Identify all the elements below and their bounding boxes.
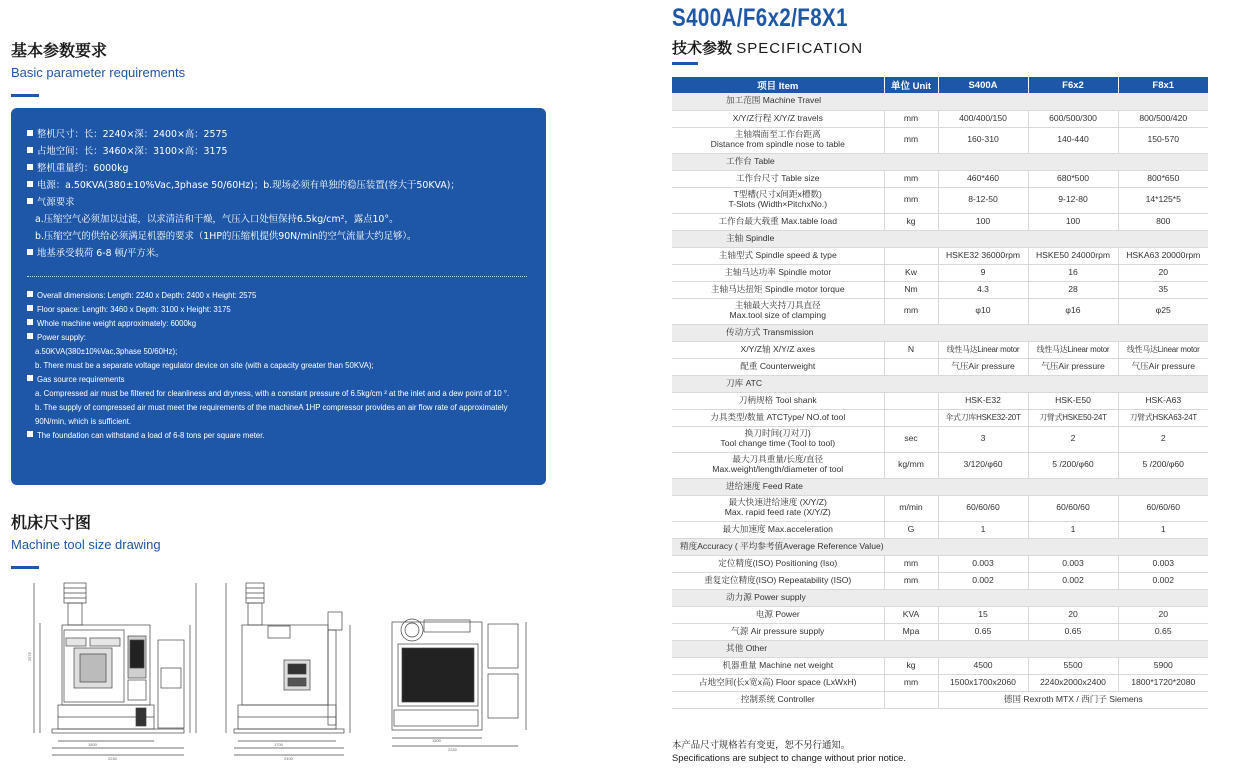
spec-section-row <box>672 538 1208 555</box>
spec-row <box>672 392 1208 409</box>
spec-section-label: 刀库 ATC <box>672 375 1208 392</box>
spec-value: 0.002 <box>938 572 1028 589</box>
requirement-text: b.压缩空气的供给必须满足机器的要求（1HP的压缩机提供90N/min的空气流量大约足够）。 <box>35 231 417 242</box>
machine-size-drawing <box>28 578 548 763</box>
side-view-drawing <box>226 583 350 755</box>
spec-value-span: 德国 Rexroth MTX / 西门子 Siemens <box>938 691 1208 708</box>
requirement-text: 地基承受载荷 6-8 顿/平方米。 <box>37 248 165 259</box>
spec-row <box>672 213 1208 230</box>
spec-value: 3 <box>938 426 1028 452</box>
spec-item-label: 换刀时间(刀对刀) <box>744 428 811 439</box>
spec-value: 1500x1700x2060 <box>938 674 1028 691</box>
spec-item-label-en: Tool change time (Tool to tool) <box>720 438 836 448</box>
spec-row <box>672 623 1208 640</box>
spec-item <box>672 691 884 708</box>
spec-row <box>672 358 1208 375</box>
spec-section-label: 动力源 Power supply <box>672 589 1208 606</box>
requirement-item <box>27 211 530 228</box>
spec-item-label: X/Y/Z轴 X/Y/Z axes <box>740 343 815 354</box>
spec-value: 0.003 <box>1028 555 1118 572</box>
spec-item-label-en: T-Slots (Width×PitchxNo.) <box>728 199 828 209</box>
requirement-text: 气源要求 <box>37 197 75 208</box>
requirement-text: Power supply: <box>37 333 86 342</box>
spec-item-label: 主轴型式 Spindle speed & type <box>718 249 837 260</box>
dim-label: 2240 <box>448 747 457 752</box>
spec-title-en: SPECIFICATION <box>736 40 864 57</box>
spec-value: 1 <box>1028 521 1118 538</box>
bullet-square-icon <box>27 181 33 187</box>
spec-unit: m/min <box>884 495 938 521</box>
spec-row <box>672 555 1208 572</box>
requirement-text: b. There must be a separate voltage regulator device on site (with a capacity greater than 50KVA); <box>35 361 374 370</box>
requirement-item <box>27 289 530 303</box>
spec-item-label-en: Max.tool size of clamping <box>729 310 826 320</box>
bullet-square-icon <box>27 431 33 437</box>
spec-value: 150-570 <box>1118 127 1208 153</box>
spec-value: 气压Air pressure <box>938 358 1028 375</box>
spec-section-label: 进给速度 Feed Rate <box>672 478 1208 495</box>
spec-row <box>672 110 1208 127</box>
spec-value: 2 <box>1118 426 1208 452</box>
spec-item <box>672 264 884 281</box>
bullet-square-icon <box>27 130 33 136</box>
spec-header-row <box>672 77 1208 93</box>
bullet-square-icon <box>27 198 33 204</box>
spec-unit: mm <box>884 170 938 187</box>
spec-value: 刀臂式HSKE50-24T <box>1028 409 1118 426</box>
spec-unit: mm <box>884 572 938 589</box>
spec-value: 680*500 <box>1028 170 1118 187</box>
spec-value: 0.65 <box>1118 623 1208 640</box>
spec-row <box>672 281 1208 298</box>
spec-row <box>672 187 1208 213</box>
dotted-divider <box>27 276 527 277</box>
spec-value: 伞式刀库HSKE32-20T <box>938 409 1028 426</box>
spec-item <box>672 495 884 521</box>
footnote-en: Specifications are subject to change without prior notice. <box>672 752 906 763</box>
spec-unit: mm <box>884 555 938 572</box>
spec-title <box>672 37 863 58</box>
spec-row <box>672 341 1208 358</box>
spec-item-label: 力具类型/数量 ATCType/ NO.of tool <box>710 411 846 422</box>
bullet-square-icon <box>27 305 33 311</box>
spec-value: 800*650 <box>1118 170 1208 187</box>
spec-value: 20 <box>1118 264 1208 281</box>
spec-item <box>672 392 884 409</box>
spec-value: 0.65 <box>938 623 1028 640</box>
requirement-text: Floor space: Length: 3460 x Depth: 3100 x Height: 3175 <box>37 305 231 314</box>
spec-item <box>672 452 884 478</box>
requirement-item <box>27 401 530 429</box>
spec-item <box>672 606 884 623</box>
requirement-text: a. Compressed air must be filtered for cleanliness and dryness, with a constant pressure of 6.5kg/cm ² at the inlet and a dew point of 10 °. <box>35 389 510 398</box>
spec-section-label: 加工范围 Machine Travel <box>672 93 1208 110</box>
spec-value: 16 <box>1028 264 1118 281</box>
spec-item <box>672 247 884 264</box>
spec-table <box>672 77 1208 709</box>
spec-value: HSKE50 24000rpm <box>1028 247 1118 264</box>
footnote-cn: 本产品尺寸规格若有变更，恕不另行通知。 <box>672 739 851 750</box>
spec-item-label: 最大加速度 Max.acceleration <box>722 523 833 534</box>
requirement-item <box>27 429 530 443</box>
spec-item-label: T型槽(尺寸x间距x槽数) <box>733 189 822 200</box>
spec-section-row <box>672 153 1208 170</box>
right-page <box>672 0 1212 770</box>
basic-title-en: Basic parameter requirements <box>11 65 186 80</box>
spec-item-label: 工作台尺寸 Table size <box>735 172 820 183</box>
spec-value: 线性马达Linear motor <box>1118 341 1208 358</box>
spec-item-label: 重复定位精度(ISO) Repeatability (ISO) <box>704 574 852 585</box>
requirement-text: The foundation can withstand a load of 6-8 tons per square meter. <box>37 431 265 440</box>
spec-value: 140-440 <box>1028 127 1118 153</box>
requirement-item <box>27 228 530 245</box>
spec-unit <box>884 409 938 426</box>
spec-value: 160-310 <box>938 127 1028 153</box>
spec-item <box>672 426 884 452</box>
spec-row <box>672 674 1208 691</box>
basic-title-cn: 基本参数要求 <box>11 43 108 60</box>
spec-section-label: 传动方式 Transmission <box>672 324 1208 341</box>
bullet-square-icon <box>27 164 33 170</box>
spec-value: 0.003 <box>1118 555 1208 572</box>
spec-section-label: 精度Accuracy ( 平均参考值Average Reference Value) <box>672 538 1208 555</box>
spec-item-label: 电源 Power <box>755 608 800 619</box>
requirement-item <box>27 359 530 373</box>
dim-label: 2400 <box>284 756 293 761</box>
spec-item-label: 机器重量 Machine net weight <box>722 659 834 670</box>
header-s400a: S400A <box>938 77 1028 93</box>
spec-value: φ16 <box>1028 298 1118 324</box>
spec-value: 60/60/60 <box>1118 495 1208 521</box>
spec-unit: kg <box>884 213 938 230</box>
spec-row <box>672 657 1208 674</box>
requirement-item <box>27 331 530 345</box>
spec-item <box>672 657 884 674</box>
spec-value: 9 <box>938 264 1028 281</box>
requirement-item <box>27 194 530 211</box>
dim-label: 2575 <box>27 652 32 661</box>
spec-value: 400/400/150 <box>938 110 1028 127</box>
spec-unit <box>884 358 938 375</box>
spec-unit: Kw <box>884 264 938 281</box>
requirement-item <box>27 317 530 331</box>
spec-row <box>672 572 1208 589</box>
spec-section-row <box>672 478 1208 495</box>
requirement-item <box>27 345 530 359</box>
spec-unit: KVA <box>884 606 938 623</box>
spec-value: 线性马达Linear motor <box>1028 341 1118 358</box>
spec-item-label: 气源 Air pressure supply <box>731 625 825 636</box>
spec-section-label: 主轴 Spindle <box>672 230 1208 247</box>
requirement-text: 整机重量约：6000kg <box>37 163 129 174</box>
bullet-square-icon <box>27 291 33 297</box>
requirement-text: b. The supply of compressed air must meet the requirements of the machineA 1HP compressor provides an air flow rate of approximately 90N/min, which is sufficient. <box>35 403 508 426</box>
spec-item <box>672 187 884 213</box>
spec-row <box>672 426 1208 452</box>
spec-section-row <box>672 324 1208 341</box>
spec-value: HSKA63 20000rpm <box>1118 247 1208 264</box>
spec-value: 4500 <box>938 657 1028 674</box>
spec-row <box>672 247 1208 264</box>
spec-value: 5 /200/φ60 <box>1028 452 1118 478</box>
spec-section-label: 其他 Other <box>672 640 1208 657</box>
spec-item <box>672 110 884 127</box>
spec-unit <box>884 247 938 264</box>
spec-value: 1 <box>1118 521 1208 538</box>
spec-section-row <box>672 640 1208 657</box>
footnote <box>672 738 906 764</box>
spec-item <box>672 281 884 298</box>
spec-value: 5 /200/φ60 <box>1118 452 1208 478</box>
spec-value: HSKE32 36000rpm <box>938 247 1028 264</box>
spec-item <box>672 555 884 572</box>
requirement-item <box>27 160 530 177</box>
title-accent-bar <box>11 94 39 97</box>
spec-item <box>672 213 884 230</box>
spec-value: 气压Air pressure <box>1118 358 1208 375</box>
requirement-item <box>27 177 530 194</box>
dim-label: 1700 <box>274 742 283 747</box>
requirement-item <box>27 143 530 160</box>
spec-value: 800 <box>1118 213 1208 230</box>
spec-value: 0.002 <box>1118 572 1208 589</box>
model-title: S400A/F6x2/F8X1 <box>672 4 848 32</box>
spec-item-label: X/Y/Z行程 X/Y/Z travels <box>732 112 823 123</box>
spec-value: HSK-A63 <box>1118 392 1208 409</box>
spec-value: 15 <box>938 606 1028 623</box>
spec-item-label: 最大刀具重量/长度/直径 <box>732 454 824 465</box>
spec-unit <box>884 691 938 708</box>
spec-value: 100 <box>1028 213 1118 230</box>
spec-value: 5900 <box>1118 657 1208 674</box>
spec-value: HSK-E50 <box>1028 392 1118 409</box>
spec-unit: kg <box>884 657 938 674</box>
header-item: 项目 Item <box>672 77 884 93</box>
spec-value: 线性马达Linear motor <box>938 341 1028 358</box>
spec-item-label: 定位精度(ISO) Positioning (Iso) <box>718 557 838 568</box>
spec-unit: mm <box>884 187 938 213</box>
dim-label: 1500 <box>432 738 441 743</box>
requirement-text: a.压缩空气必须加以过滤，以求清洁和干燥，气压入口处恒保持6.5kg/cm²，露点10°。 <box>35 214 399 225</box>
requirement-text: Whole machine weight approximately: 6000kg <box>37 319 197 328</box>
spec-unit: Nm <box>884 281 938 298</box>
spec-value: 刀臂式HSKA63-24T <box>1118 409 1208 426</box>
spec-row <box>672 606 1208 623</box>
header-f6x2: F6x2 <box>1028 77 1118 93</box>
drawing-accent-bar <box>11 566 39 569</box>
spec-value: 0.003 <box>938 555 1028 572</box>
spec-row <box>672 452 1208 478</box>
spec-section-label: 工作台 Table <box>672 153 1208 170</box>
spec-value: 2240x2000x2400 <box>1028 674 1118 691</box>
requirement-text: Overall dimensions: Length: 2240 x Depth: 2400 x Height: 2575 <box>37 291 257 300</box>
spec-row <box>672 170 1208 187</box>
requirement-text: Gas source requirements <box>37 375 125 384</box>
spec-value: 0.002 <box>1028 572 1118 589</box>
spec-unit: N <box>884 341 938 358</box>
spec-item <box>672 623 884 640</box>
spec-value: 8-12-50 <box>938 187 1028 213</box>
spec-section-row <box>672 93 1208 110</box>
requirement-item <box>27 126 530 143</box>
spec-item-label: 最大快速进给速度 (X/Y/Z) <box>728 497 827 508</box>
dim-label: 2240 <box>108 756 117 761</box>
requirements-panel <box>11 108 546 485</box>
spec-item <box>672 674 884 691</box>
spec-value: 800/500/420 <box>1118 110 1208 127</box>
front-view-drawing <box>34 583 196 755</box>
spec-section-row <box>672 230 1208 247</box>
spec-accent-bar <box>672 62 698 65</box>
spec-unit: sec <box>884 426 938 452</box>
spec-value: 9-12-80 <box>1028 187 1118 213</box>
spec-unit: Mpa <box>884 623 938 640</box>
drawing-title-en: Machine tool size drawing <box>11 537 161 552</box>
spec-item <box>672 358 884 375</box>
spec-value: 3/120/φ60 <box>938 452 1028 478</box>
spec-unit: mm <box>884 110 938 127</box>
requirement-item <box>27 387 530 401</box>
requirement-item <box>27 245 530 262</box>
requirement-item <box>27 373 530 387</box>
spec-value: 4.3 <box>938 281 1028 298</box>
drawing-title-cn: 机床尺寸图 <box>11 515 92 532</box>
spec-row <box>672 521 1208 538</box>
spec-value: 20 <box>1118 606 1208 623</box>
spec-item-label: 占地空间(长x宽x高) Floor space (LxWxH) <box>698 676 857 687</box>
spec-item <box>672 170 884 187</box>
spec-unit: mm <box>884 127 938 153</box>
spec-unit: kg/mm <box>884 452 938 478</box>
spec-item <box>672 409 884 426</box>
spec-value: 460*460 <box>938 170 1028 187</box>
spec-value: HSK-E32 <box>938 392 1028 409</box>
requirement-text: 整机尺寸：长：2240×深：2400×高：2575 <box>37 129 228 140</box>
spec-value: 5500 <box>1028 657 1118 674</box>
spec-row <box>672 691 1208 708</box>
spec-value: 28 <box>1028 281 1118 298</box>
spec-value: 20 <box>1028 606 1118 623</box>
spec-row <box>672 298 1208 324</box>
header-unit: 单位 Unit <box>884 77 938 93</box>
spec-unit: G <box>884 521 938 538</box>
spec-row <box>672 264 1208 281</box>
spec-value: 气压Air pressure <box>1028 358 1118 375</box>
requirements-en-list <box>27 289 530 443</box>
requirement-text: 电源：a.50KVA(380±10%Vac,3phase 50/60Hz)；b.现场必须有单独的稳压装置(容大于50KVA)； <box>37 180 460 191</box>
spec-row <box>672 409 1208 426</box>
spec-value: φ25 <box>1118 298 1208 324</box>
spec-section-row <box>672 375 1208 392</box>
spec-title-cn: 技术参数 <box>672 40 733 57</box>
bullet-square-icon <box>27 333 33 339</box>
spec-value: 1 <box>938 521 1028 538</box>
spec-value: 1800*1720*2080 <box>1118 674 1208 691</box>
spec-item-label-en: Distance from spindle nose to table <box>710 139 845 149</box>
header-f8x1: F8x1 <box>1118 77 1208 93</box>
spec-item-label: 主轴最大夹持刀具直径 <box>734 300 821 311</box>
requirement-item <box>27 303 530 317</box>
spec-item <box>672 341 884 358</box>
spec-row <box>672 127 1208 153</box>
requirement-text: a.50KVA(380±10%Vac,3phase 50/60Hz); <box>35 347 178 356</box>
spec-section-row <box>672 589 1208 606</box>
spec-unit <box>884 392 938 409</box>
spec-value: 2 <box>1028 426 1118 452</box>
spec-unit: mm <box>884 674 938 691</box>
bullet-square-icon <box>27 319 33 325</box>
spec-item-label: 主轴端面至工作台距离 <box>734 129 821 140</box>
spec-value: 600/500/300 <box>1028 110 1118 127</box>
spec-item-label: 工作台最大载重 Max.table load <box>718 215 837 226</box>
spec-value: 14*125*5 <box>1118 187 1208 213</box>
top-view-drawing <box>392 619 526 746</box>
spec-value: φ10 <box>938 298 1028 324</box>
spec-item-label-en: Max. rapid feed rate (X/Y/Z) <box>724 507 831 517</box>
spec-item <box>672 127 884 153</box>
spec-value: 100 <box>938 213 1028 230</box>
spec-value: 60/60/60 <box>1028 495 1118 521</box>
left-page <box>0 0 560 770</box>
requirement-text: 占地空间：长：3460×深：3100×高：3175 <box>37 146 228 157</box>
spec-row <box>672 495 1208 521</box>
spec-value: 0.65 <box>1028 623 1118 640</box>
spec-item-label: 主轴马达扭矩 Spindle motor torque <box>710 283 845 294</box>
spec-item <box>672 572 884 589</box>
requirements-cn-list <box>27 126 530 262</box>
spec-item-label: 控制系统 Controller <box>740 693 815 704</box>
spec-item-label: 刀柄规格 Tool shank <box>738 394 817 405</box>
spec-item-label-en: Max.weight/length/diameter of tool <box>712 464 844 474</box>
spec-item-label: 配重 Counterweight <box>740 360 816 371</box>
spec-item <box>672 521 884 538</box>
spec-item-label: 主轴马达功率 Spindle motor <box>724 266 832 277</box>
bullet-square-icon <box>27 249 33 255</box>
dim-label: 1500 <box>88 742 97 747</box>
bullet-square-icon <box>27 375 33 381</box>
spec-unit: mm <box>884 298 938 324</box>
spec-value: 35 <box>1118 281 1208 298</box>
spec-item <box>672 298 884 324</box>
spec-value: 60/60/60 <box>938 495 1028 521</box>
bullet-square-icon <box>27 147 33 153</box>
